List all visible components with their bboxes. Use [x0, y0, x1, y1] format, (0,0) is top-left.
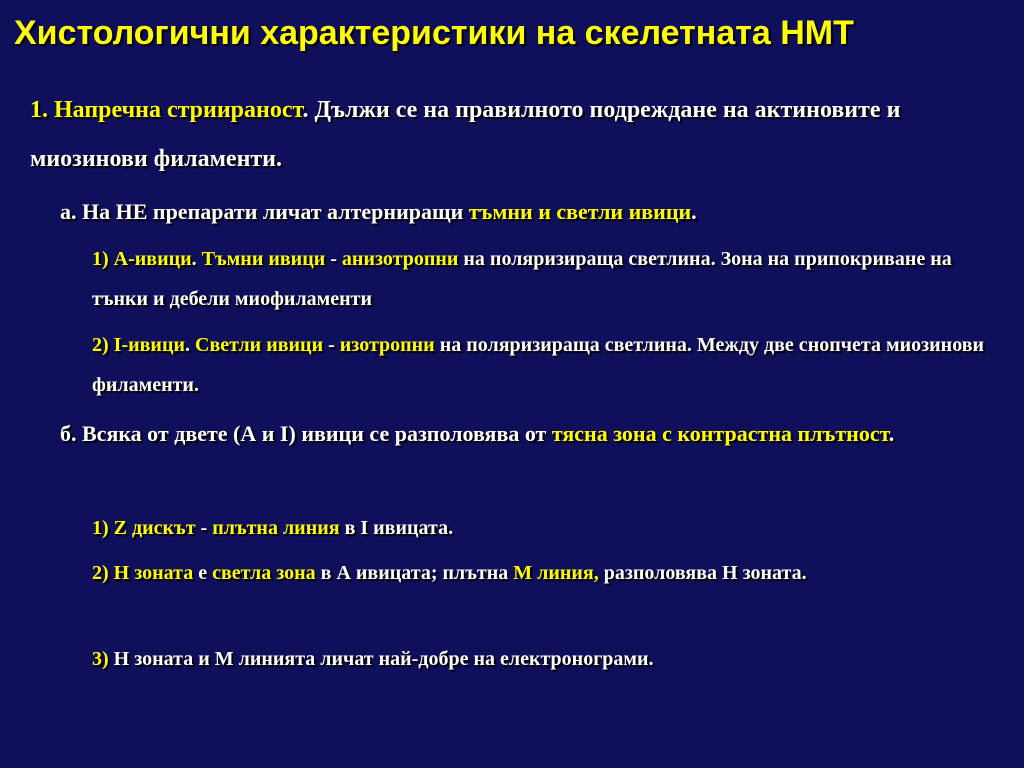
h-zone-label: 2) Н зоната — [92, 562, 194, 584]
subpoint-b-2-h-zone — [92, 553, 902, 593]
h-zone-t1: е — [193, 562, 213, 584]
i-bands-term2: изотропни — [339, 334, 435, 356]
point-1-striation — [30, 86, 990, 184]
i-bands-sep1: . — [185, 334, 195, 356]
subpoint-b-label: б — [60, 421, 71, 446]
a-bands-term1: Тъмни ивици — [201, 248, 326, 270]
point-1-text: . Дължи се на правилното подреждане на актиновите и миозинови филаменти. — [30, 97, 901, 172]
i-bands-label: 2) I-ивици — [92, 334, 185, 356]
point-1-label: 1. Напречна стриираност — [30, 97, 303, 123]
z-disc-label: 1) Z дискът — [92, 517, 196, 539]
a-bands-term2: анизотропни — [341, 248, 459, 270]
subpoint-a-text: . На НЕ препарати личат алтерниращи — [71, 199, 469, 224]
subpoint-a-highlight: тъмни и светли ивици — [468, 199, 692, 224]
h-zone-t3: разполовява Н зоната. — [598, 562, 807, 584]
em-label: 3) — [92, 648, 109, 670]
h-zone-term1: светла зона — [212, 562, 316, 584]
z-disc-term: плътна линия — [212, 517, 340, 539]
h-zone-term2: М линия, — [513, 562, 599, 584]
z-disc-sep: - — [195, 517, 213, 539]
subpoint-b — [60, 411, 960, 457]
subpoint-b-highlight: тясна зона с контрастна плътност — [551, 421, 889, 446]
subpoint-b-3-electron-micrographs — [92, 639, 997, 679]
i-bands-text: на поляризираща светлина. Между две снопчета миозинови филаменти. — [92, 334, 985, 396]
i-bands-term1: Светли ивици — [195, 334, 324, 356]
a-bands-sep1: . — [191, 248, 202, 270]
z-disc-text: в I ивицата. — [339, 517, 454, 539]
subpoint-a-1-a-bands — [92, 239, 997, 319]
slide-title: Хистологични характеристики на скелетната НМТ — [14, 14, 854, 52]
i-bands-sep2: - — [323, 334, 340, 356]
em-text: Н зоната и М линията личат най-добре на електронограми. — [108, 648, 654, 670]
a-bands-text: на поляризираща светлина. Зона на припокриване на тънки и дебели миофиламенти — [92, 248, 952, 310]
subpoint-a-label: а — [60, 199, 71, 224]
subpoint-a — [60, 192, 1000, 232]
subpoint-b-1-z-disc — [92, 508, 997, 548]
a-bands-sep2: - — [325, 248, 342, 270]
subpoint-b-text: . Всяка от двете (А и I) ивици се разполовява от — [71, 421, 552, 446]
h-zone-t2: в А ивицата; плътна — [315, 562, 514, 584]
subpoint-a-2-i-bands — [92, 325, 997, 405]
a-bands-label: 1) А-ивици — [92, 248, 192, 270]
subpoint-a-end: . — [691, 199, 697, 224]
subpoint-b-end: . — [888, 421, 895, 446]
